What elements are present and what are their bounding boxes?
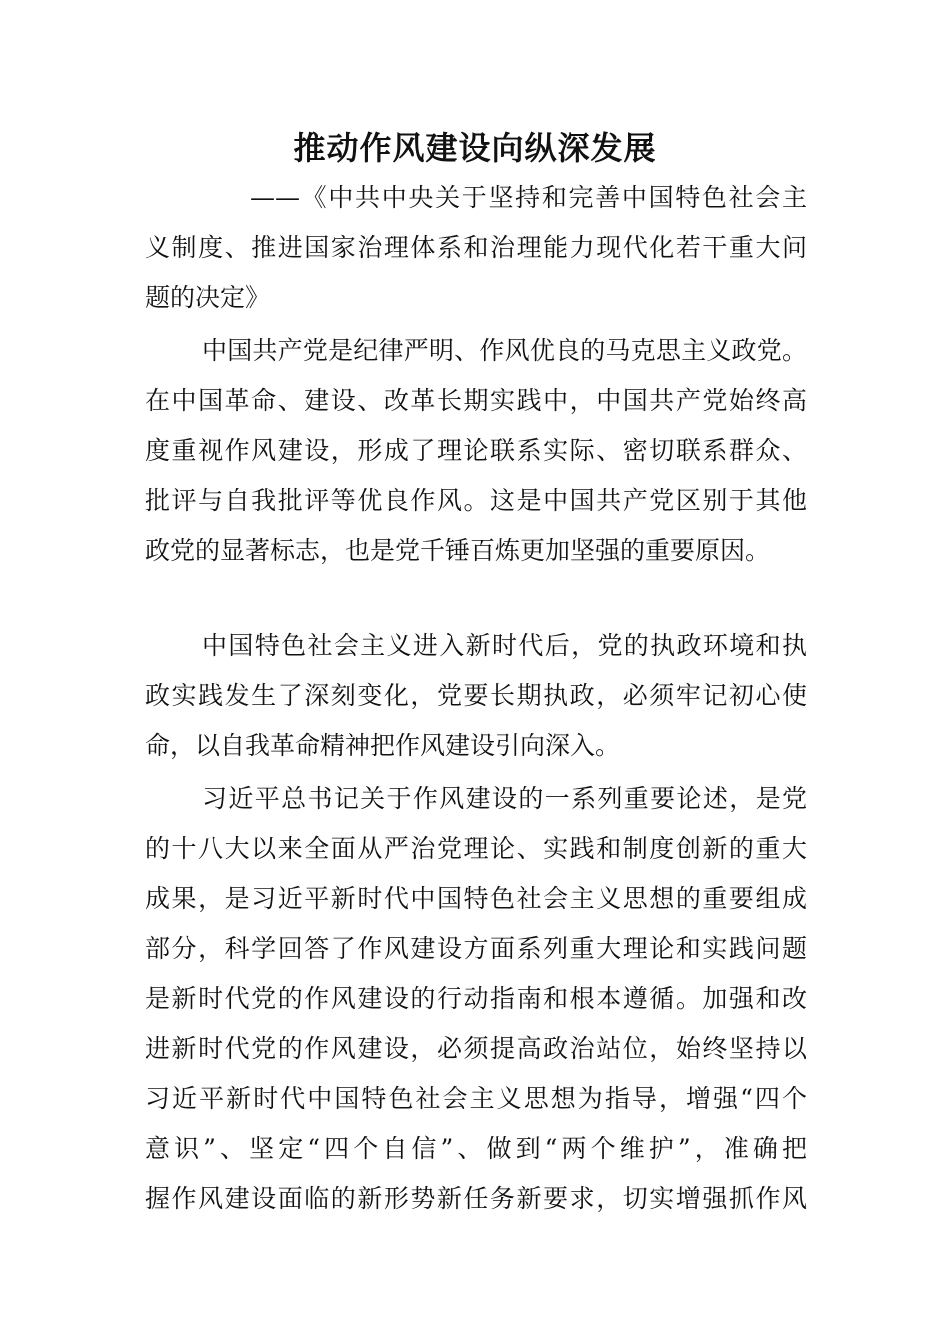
paragraph-line: 进新时代党的作风建设，必须提高政治站位，始终坚持以 xyxy=(145,1034,807,1063)
paragraph-line: 在中国革命、建设、改革长期实践中，中国共产党始终高 xyxy=(145,386,807,415)
subtitle-line: 义制度、推进国家治理体系和治理能力现代化若干重大问 xyxy=(145,233,807,262)
subtitle-line: ——《中共中央关于坚持和完善中国特色社会主 xyxy=(250,183,807,212)
paragraph-line: 政实践发生了深刻变化，党要长期执政，必须牢记初心使 xyxy=(145,681,807,710)
paragraph-line: 中国共产党是纪律严明、作风优良的马克思主义政党。 xyxy=(202,336,807,365)
subtitle-line: 题的决定》 xyxy=(145,283,271,312)
paragraph-line: 意识”、坚定“四个自信”、做到“两个维护”，准确把 xyxy=(145,1134,807,1163)
paragraph-line: 命，以自我革命精神把作风建设引向深入。 xyxy=(145,731,621,760)
paragraph-line: 部分，科学回答了作风建设方面系列重大理论和实践问题 xyxy=(145,934,807,963)
paragraph-line: 中国特色社会主义进入新时代后，党的执政环境和执 xyxy=(202,631,807,660)
paragraph-line: 习近平新时代中国特色社会主义思想为指导，增强“四个 xyxy=(145,1084,807,1113)
paragraph-line: 是新时代党的作风建设的行动指南和根本遵循。加强和改 xyxy=(145,984,807,1013)
paragraph-line: 握作风建设面临的新形势新任务新要求，切实增强抓作风 xyxy=(145,1184,807,1213)
document-title: 推动作风建设向纵深发展 xyxy=(293,129,657,167)
paragraph-line: 度重视作风建设，形成了理论联系实际、密切联系群众、 xyxy=(145,436,807,465)
paragraph-line: 政党的显著标志，也是党千锤百炼更加坚强的重要原因。 xyxy=(145,536,771,565)
paragraph-line: 成果，是习近平新时代中国特色社会主义思想的重要组成 xyxy=(145,884,807,913)
paragraph-line: 的十八大以来全面从严治党理论、实践和制度创新的重大 xyxy=(145,834,807,863)
paragraph-line: 习近平总书记关于作风建设的一系列重要论述，是党 xyxy=(202,784,807,813)
paragraph-line: 批评与自我批评等优良作风。这是中国共产党区别于其他 xyxy=(145,486,807,515)
